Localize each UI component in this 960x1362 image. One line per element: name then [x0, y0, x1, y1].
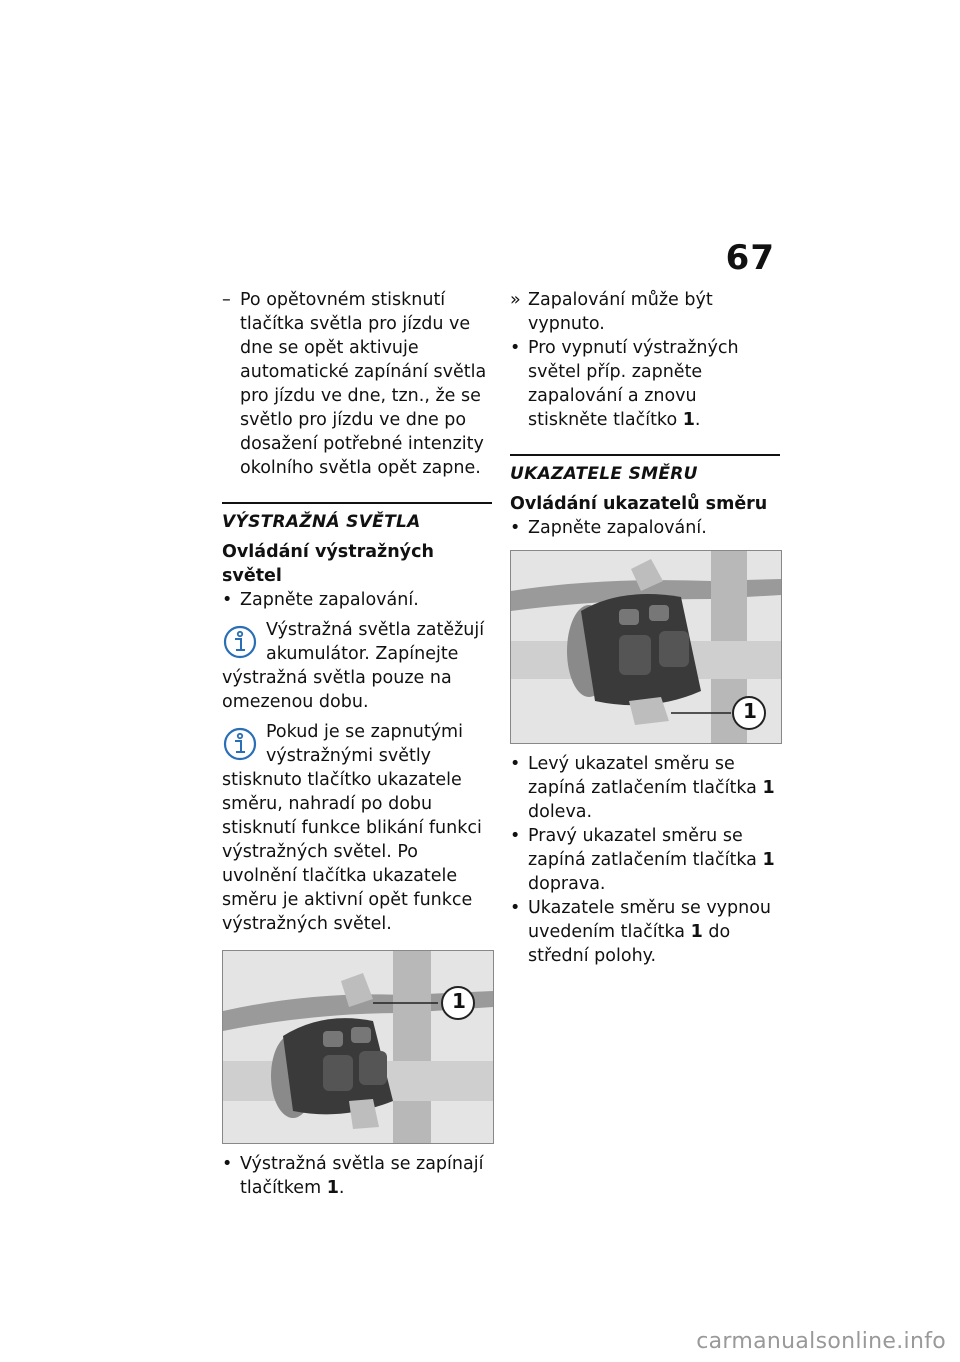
right-column — [510, 288, 780, 968]
section-title-turn-signals: UKAZATELE SMĚRU — [510, 454, 780, 486]
result-line: » Zapalování může být vypnuto. — [510, 290, 713, 334]
watermark: carmanualsonline.info — [696, 1329, 946, 1354]
bullet-right-signal: • Pravý ukazatel směru se zapíná zatlačením tlačítka 1 doprava. — [510, 826, 775, 894]
bullet-ignition: • Zapněte zapalování. — [222, 590, 419, 610]
section-title-hazard: VÝSTRAŽNÁ SVĚTLA — [222, 502, 492, 534]
bullet-hazard-switch: • Výstražná světla se zapínají tlačítkem 1. — [222, 1154, 484, 1198]
bullet-hazard-off: • Pro vypnutí výstražných světel příp. zapněte zapalování a znovu stiskněte tlačítko 1. — [510, 338, 739, 430]
note-battery-text: Výstražná světla zatěžují akumulátor. Zapínejte výstražná světla pouze na omezenou dobu. — [222, 620, 485, 712]
figure-callout-label: 1 — [452, 989, 466, 1013]
bullet-signal-off: • Ukazatele směru se vypnou uvedením tlačítka 1 do střední polohy. — [510, 898, 772, 966]
handlebar-switch-illustration — [223, 951, 493, 1143]
subsection-title-hazard: Ovládání výstražných světel — [222, 542, 434, 586]
bullet-ignition-2: • Zapněte zapalování. — [510, 518, 707, 538]
result-marker: » — [510, 290, 521, 310]
intro-paragraph — [222, 288, 492, 480]
left-column — [222, 288, 492, 1200]
note-battery — [222, 618, 492, 714]
dash-marker: – — [222, 290, 231, 310]
note-turn-signal-text: Pokud je se zapnutými výstražnými světly stisknuto tlačítko ukazatele směru, nahradí po dobu stisknutí funkce blikání funkci výstražných světel. Po uvolnění tlačítka ukazatele směru je aktivní opět funkce výstražných světel. — [222, 722, 482, 934]
figure-callout-label: 1 — [743, 699, 757, 723]
figure-hazard-switch — [222, 950, 494, 1144]
note-turn-signal — [222, 720, 492, 936]
intro-text: Po opětovném stisknutí tlačítka světla pro jízdu ve dne se opět aktivuje automatické zapínání světla pro jízdu ve dne, tzn., že se světlo pro jízdu ve dne po dosažení potřebné intenzity okolního světla opět zapne. — [240, 290, 487, 478]
figure-turn-signal-switch — [510, 550, 782, 744]
bullet-left-signal: • Levý ukazatel směru se zapíná zatlačením tlačítka 1 doleva. — [510, 754, 775, 822]
page-number: 67 — [725, 238, 775, 278]
subsection-title-turn-signals: Ovládání ukazatelů směru — [510, 494, 768, 514]
info-icon — [222, 726, 258, 762]
info-icon — [222, 624, 258, 660]
bullet-marker: • — [222, 590, 233, 610]
